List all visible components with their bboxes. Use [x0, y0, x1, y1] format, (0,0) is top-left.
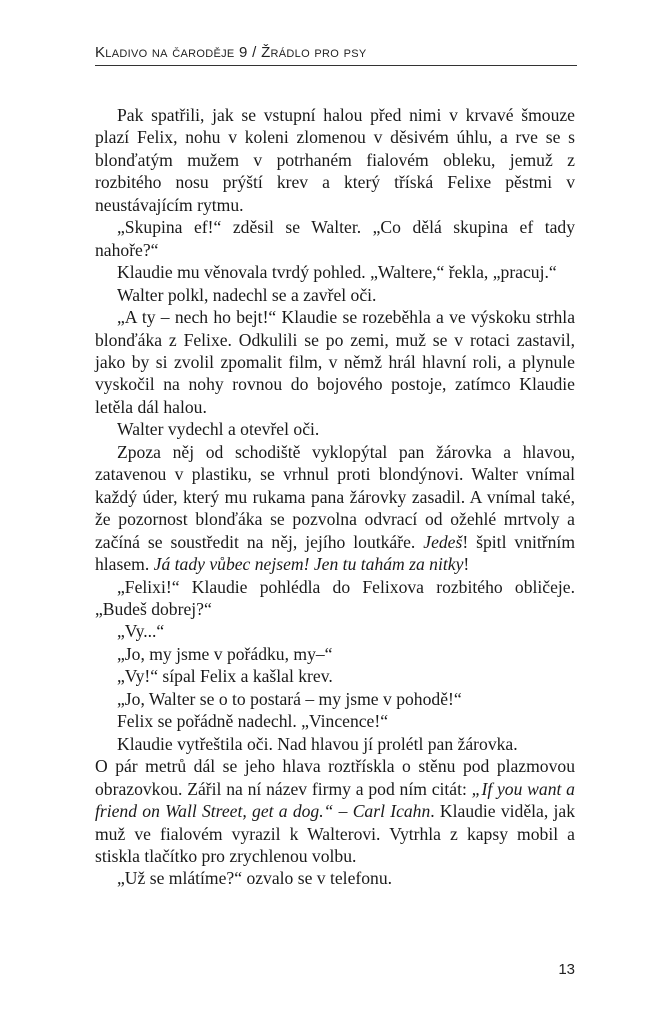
text-run: O pár metrů dál se jeho hlava roztřískla o stěnu pod plazmovou obrazovkou. Zářil na ní název firmy a pod ním citát:: [95, 756, 575, 799]
text-run: Zpoza něj od schodiště vyklopýtal pan žárovka a hlavou, zatavenou v plastiku, se vrhnul proti blondýnovi. Walter vnímal každý úder, který mu rukama pana žárovky zasadil. A vnímal také, že pozornost blonďáka se pozvolna odvrací od ožehlé mrtvoly a začíná se soustředit na něj, jejího loutkáře.: [95, 441, 575, 552]
text-run: Klaudie vytřeštila oči. Nad hlavou jí prolétl pan žárovka.: [117, 733, 518, 754]
text-run: „Jo, Walter se o to postará – my jsme v pohodě!“: [117, 688, 462, 709]
paragraph: [95, 733, 575, 755]
text-run: „Skupina ef!“ zděsil se Walter. „Co dělá skupina ef tady nahoře?“: [95, 217, 575, 260]
running-header: [95, 44, 577, 66]
paragraph: [95, 418, 575, 440]
text-run: ! špitl vnitřním hlasem.: [95, 531, 576, 575]
text-run: . Klaudie viděla, jak muž ve fialovém vyrazil k Walterovi. Vytrhla z kapsy mobil a stiskla tlačítko pro zrychlenou volbu.: [95, 801, 575, 866]
text-run: „Už se mlátíme?“ ozvalo se v telefonu.: [117, 868, 393, 889]
italic-text: Jedeš: [423, 531, 463, 552]
italic-text: Já tady vůbec nejsem! Jen tu tahám za nitky: [153, 554, 464, 575]
text-run: „Vy!“ sípal Felix a kašlal krev.: [117, 666, 333, 687]
text-run: !: [463, 554, 470, 575]
paragraph: [95, 306, 575, 418]
text-run: „Jo, my jsme v pořádku, my–“: [117, 643, 333, 664]
paragraph: [95, 643, 575, 665]
header-book-title: Kladivo na čaroděje 9: [95, 44, 248, 61]
paragraph: [95, 576, 575, 621]
text-run: Walter polkl, nadechl se a zavřel oči.: [117, 284, 377, 305]
text-run: Pak spatřili, jak se vstupní halou před nimi v krvavé šmouze plazí Felix, nohu v koleni zlomenou v děsivém úhlu, a rve se s blonďatým mužem v potrhaném fialovém obleku, jemuž z rozbitého nosu prýští krev a který tříská Felixe pěstmi v neustávajícím rytmu.: [95, 105, 575, 215]
header-story-title: Žrádlo pro psy: [261, 44, 367, 61]
paragraph: [95, 441, 575, 576]
page-number: 13: [558, 961, 575, 978]
paragraph: [95, 284, 575, 306]
text-run: „Felixi!“ Klaudie pohlédla do Felixova rozbitého obličeje. „Budeš dobrej?“: [95, 576, 575, 619]
text-run: „A ty – nech ho bejt!“ Klaudie se rozeběhla a ve výskoku strhla blonďáka z Felixe. Odkulili se po zemi, muž se v rotaci zastavil, jako by si zvolil zpomalit film, v němž hrál hlavní roli, a plynule vyskočil na nohy rovnou do bojového postoje, zatímco Klaudie letěla dál halou.: [95, 307, 575, 417]
paragraph: [95, 620, 575, 642]
text-run: Felix se pořádně nadechl. „Vincence!“: [117, 711, 389, 732]
paragraph: [95, 665, 575, 687]
paragraph: [95, 710, 575, 732]
paragraph: [95, 867, 575, 889]
paragraph: [95, 755, 575, 867]
text-run: Walter vydechl a otevřel oči.: [117, 419, 320, 440]
paragraph: [95, 104, 575, 216]
body-text: [95, 104, 575, 890]
paragraph: [95, 261, 575, 283]
paragraph: [95, 688, 575, 710]
header-separator: /: [247, 44, 262, 61]
text-run: „Vy...“: [117, 621, 165, 642]
italic-text: „If you want a friend on Wall Street, get a dog.“ – Carl Icahn: [95, 778, 575, 822]
paragraph: [95, 216, 575, 261]
text-run: Klaudie mu věnovala tvrdý pohled. „Waltere,“ řekla, „pracuj.“: [117, 262, 557, 283]
